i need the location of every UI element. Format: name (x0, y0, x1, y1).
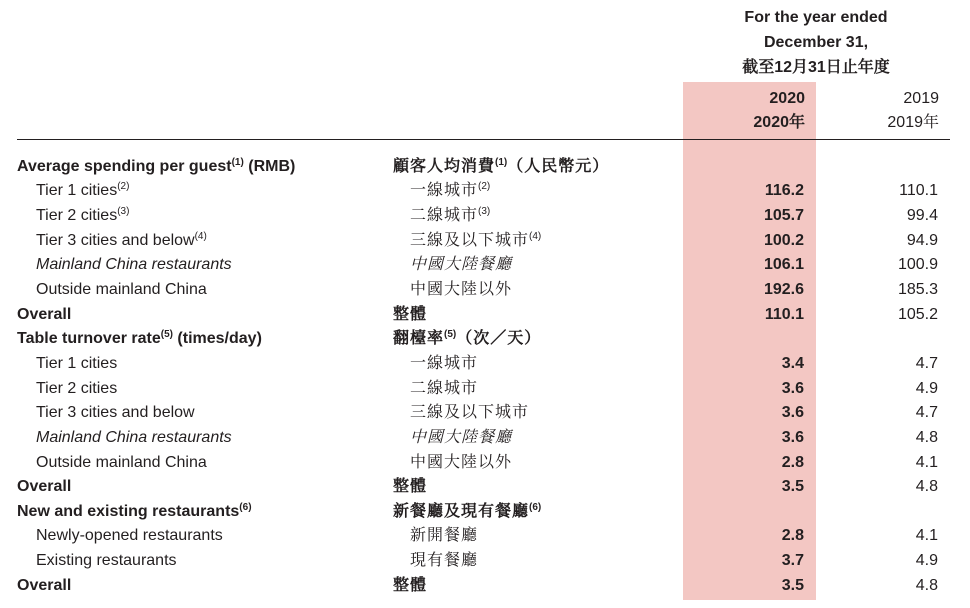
value-2019: 4.8 (915, 478, 938, 496)
label-text-zh: 整體 (393, 478, 428, 496)
label-text-zh: 三線及以下城市 (410, 231, 530, 249)
table-row (0, 204, 970, 229)
value-2019: 105.2 (897, 305, 938, 323)
label-text-zh: 中國大陸餐廳 (410, 256, 513, 274)
label-text-zh: 顧客人均消費 (393, 157, 496, 175)
value-2019: 4.7 (915, 354, 938, 372)
row-label-en (17, 475, 71, 500)
label-text-en: Tier 1 cities (36, 354, 118, 372)
row-label-en (17, 574, 71, 599)
value-2020: 3.5 (781, 576, 804, 594)
value-2020: 2.8 (781, 453, 804, 471)
label-text-en: Outside mainland China (36, 453, 207, 471)
row-label-zh (410, 549, 478, 574)
table-row (0, 253, 970, 278)
label-text-en: Existing restaurants (36, 552, 177, 570)
value-2020: 105.7 (763, 207, 804, 224)
row-label-en (36, 451, 207, 476)
table-row (0, 401, 970, 426)
label-text-zh: 中國大陸餐廳 (410, 428, 513, 446)
value-2020: 106.1 (763, 256, 804, 274)
row-label-zh (393, 500, 541, 525)
footnote-ref-zh: (1) (495, 156, 508, 168)
row-label-zh (410, 278, 512, 303)
value-2020: 110.1 (764, 305, 804, 323)
label-text-en: Tier 2 cities (36, 207, 118, 224)
value-2020: 3.6 (781, 379, 804, 397)
table-row (0, 451, 970, 476)
footnote-ref-en: (4) (194, 230, 207, 242)
value-2019: 99.4 (906, 207, 938, 224)
row-label-en (36, 524, 223, 549)
row-label-en (36, 426, 232, 451)
value-2020: 116.2 (764, 182, 804, 200)
row-label-en (36, 229, 207, 254)
label-text-zh: 新餐廳及現有餐廳 (393, 502, 530, 520)
table-row (0, 549, 970, 574)
period-heading-line2: December 31, (763, 34, 869, 51)
label-text-zh: 現有餐廳 (410, 552, 479, 570)
label-unit-en: (times/day) (172, 330, 262, 348)
header-divider (17, 139, 950, 140)
label-unit-zh: （人民幣元） (507, 157, 610, 175)
table-row (0, 377, 970, 402)
label-text-en: Outside mainland China (36, 280, 207, 298)
row-label-zh (410, 401, 529, 426)
label-text-en: New and existing restaurants (17, 502, 240, 520)
row-label-en (36, 179, 129, 204)
value-2019: 110.1 (899, 182, 938, 200)
value-2019: 4.1 (915, 527, 938, 545)
overall-row (0, 475, 970, 500)
row-label-zh (393, 574, 427, 599)
footnote-ref-en: (3) (117, 206, 130, 217)
section-heading-row (0, 155, 970, 180)
label-text-en: Overall (17, 305, 72, 323)
table-row (0, 278, 970, 303)
row-label-en (17, 155, 295, 180)
label-text-en: Tier 3 cities and below (36, 231, 195, 249)
row-label-en (36, 549, 177, 574)
label-text-zh: 整體 (393, 576, 428, 594)
label-text-en: Tier 3 cities and below (36, 404, 195, 422)
row-label-en (36, 253, 232, 278)
label-text-en: Average spending per guest (17, 157, 232, 175)
label-text-en: Overall (17, 576, 72, 594)
column-header-2020-zh: 2020年 (753, 114, 805, 131)
value-2019: 185.3 (897, 280, 938, 298)
row-label-en (36, 377, 117, 402)
label-text-zh: 三線及以下城市 (410, 404, 530, 422)
table-row (0, 352, 970, 377)
label-unit-zh: （次／天） (456, 330, 542, 348)
footnote-ref-zh: (4) (529, 230, 542, 242)
label-text-en: Tier 2 cities (36, 379, 118, 397)
label-text-zh: 二線城市 (410, 379, 479, 397)
row-label-zh (410, 451, 512, 476)
label-text-en: Newly-opened restaurants (36, 527, 223, 545)
value-2020: 3.5 (781, 478, 804, 496)
footnote-ref-zh: (6) (529, 501, 542, 513)
row-label-en (17, 500, 252, 525)
value-2020: 192.6 (763, 280, 804, 298)
footnote-ref-zh: (3) (478, 206, 491, 217)
label-text-en: Tier 1 cities (36, 182, 118, 200)
row-label-zh (410, 253, 512, 278)
value-2019: 4.8 (915, 576, 938, 594)
section-heading-row (0, 500, 970, 525)
label-text-en: Mainland China restaurants (36, 256, 232, 274)
row-label-zh (410, 377, 478, 402)
row-label-zh (410, 179, 490, 204)
value-2019: 4.1 (915, 453, 938, 471)
footnote-ref-zh: (5) (444, 329, 457, 341)
value-2020: 3.7 (781, 552, 804, 570)
footnote-ref-en: (6) (239, 501, 252, 513)
table-row (0, 179, 970, 204)
value-2019: 4.8 (915, 428, 938, 446)
row-label-zh (410, 426, 512, 451)
row-label-zh (410, 204, 490, 229)
row-label-en (17, 327, 262, 352)
value-2020: 3.4 (781, 354, 804, 372)
overall-row (0, 303, 970, 328)
value-2019: 94.9 (906, 231, 938, 249)
label-unit-en: (RMB) (243, 157, 296, 175)
label-text-zh: 二線城市 (410, 207, 479, 224)
footnote-ref-en: (2) (117, 181, 130, 193)
row-label-en (36, 401, 195, 426)
table-row (0, 426, 970, 451)
label-text-zh: 一線城市 (410, 182, 479, 200)
row-label-zh (393, 327, 541, 352)
footnote-ref-en: (1) (231, 156, 244, 168)
value-2019: 100.9 (897, 256, 938, 274)
label-text-en: Table turnover rate (17, 330, 161, 348)
value-2019: 4.7 (915, 404, 938, 422)
label-text-zh: 新開餐廳 (410, 527, 479, 545)
row-label-zh (410, 352, 478, 377)
row-label-zh (393, 155, 609, 180)
label-text-en: Overall (17, 478, 72, 496)
label-text-zh: 中國大陸以外 (410, 280, 513, 298)
row-label-en (36, 352, 117, 377)
row-label-zh (410, 229, 541, 254)
row-label-zh (410, 524, 478, 549)
label-text-zh: 整體 (393, 305, 428, 323)
value-2019: 4.9 (915, 552, 938, 570)
footnote-ref-zh: (2) (478, 181, 491, 193)
table-row (0, 229, 970, 254)
row-label-zh (393, 475, 427, 500)
value-2019: 4.9 (915, 379, 938, 397)
footnote-ref-en: (5) (160, 329, 173, 341)
column-header-2020: 2020 (769, 90, 805, 107)
period-heading-line1: For the year ended (744, 9, 888, 26)
value-2020: 2.8 (781, 527, 804, 545)
row-label-zh (393, 303, 427, 328)
value-2020: 3.6 (781, 404, 804, 422)
label-text-zh: 中國大陸以外 (410, 453, 513, 471)
value-2020: 3.6 (781, 428, 804, 446)
table-row (0, 524, 970, 549)
label-text-zh: 一線城市 (410, 354, 479, 372)
row-label-en (36, 204, 129, 229)
column-header-2019: 2019 (903, 90, 939, 107)
value-2020: 100.2 (763, 231, 804, 249)
row-label-en (36, 278, 207, 303)
label-text-en: Mainland China restaurants (36, 428, 232, 446)
period-heading-line3: 截至12月31日止年度 (742, 59, 890, 76)
section-heading-row (0, 327, 970, 352)
overall-row (0, 574, 970, 599)
column-header-2019-zh: 2019年 (887, 114, 939, 131)
row-label-en (17, 303, 71, 328)
label-text-zh: 翻檯率 (393, 330, 445, 348)
